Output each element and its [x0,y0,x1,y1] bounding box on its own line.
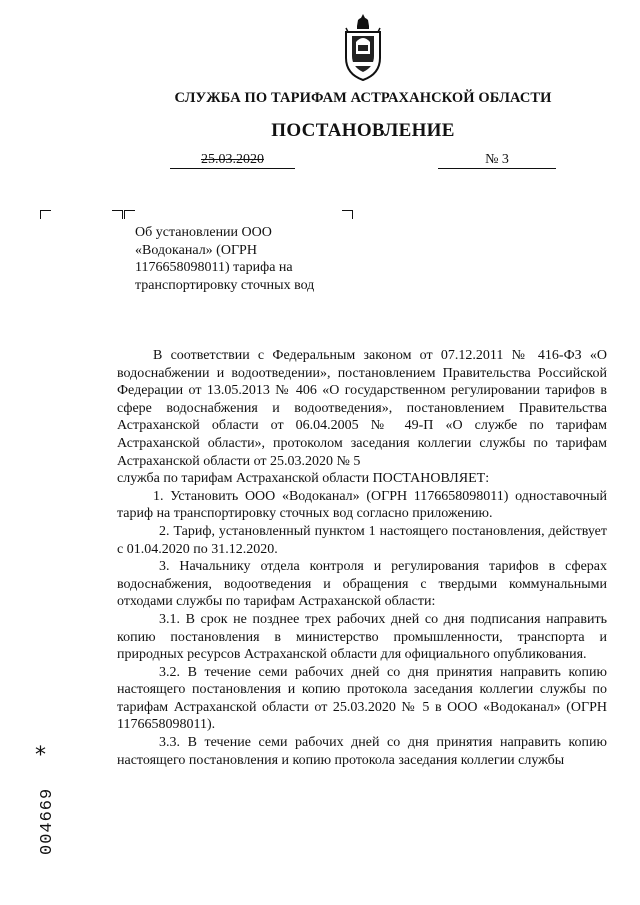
coat-of-arms-icon [338,12,388,82]
preamble-paragraph: В соответствии с Федеральным законом от 07.12.2011 № 416-ФЗ «О водоснабжении и водоотведении», постановлением Правительства Российской Федерации от 13.05.2013 № 406 «О государственном регулировании тарифов в сфере водоснабжения и водоотведения», постановлением Правительства Астраханской области от 06.04.2005 № 49-П «О службе по тарифам Астраханской области», протоколом заседания коллегии службы по тарифам Астраханской области от 25.03.2020 № 5 [117,348,607,469]
clause-3-2: 3.2. В течение семи рабочих дней со дня принятия направить копию настоящего постановления и копию протокола заседания коллегии службы по тарифам Астраханской области от 25.03.2020 № 5 в ООО «Водоканал» (ОГРН 1176658098011). [117,664,607,733]
resolution-statement: служба по тарифам Астраханской области ПОСТАНОВЛЯЕТ: [117,471,490,487]
agency-name: СЛУЖБА ПО ТАРИФАМ АСТРАХАНСКОЙ ОБЛАСТИ [174,90,552,106]
serial-mark: * [35,743,46,768]
subject-line: «Водоканал» (ОГРН [135,242,257,258]
clause-3: 3. Начальнику отдела контроля и регулирования тарифов в сферах водоснабжения, водоотведения и обращения с твердыми коммунальными отходами службы по тарифам Астраханской области: [117,559,607,610]
clause-3-1: 3.1. В срок не позднее трех рабочих дней со дня подписания направить копию постановления в министерство промышленности, транспорта и природных ресурсов Астраханской области для официального опубликования. [117,611,607,663]
clause-3-3: 3.3. В течение семи рабочих дней со дня принятия направить копию настоящего постановления и копию протокола заседания коллегии службы [117,735,607,768]
document-body [117,347,607,769]
margin-corner-mark [112,210,123,219]
document-date: 25.03.2020 [170,152,295,169]
clause-2: 2. Тариф, установленный пунктом 1 настоящего постановления, действует с 01.04.2020 по 31.12.2020. [117,523,607,557]
subject-corner-mark [342,210,353,219]
serial-number: 004669 [38,787,57,855]
clause-1: 1. Установить ООО «Водоканал» (ОГРН 1176658098011) одноставочный тариф на транспортировку сточных вод согласно приложению. [117,488,607,522]
margin-corner-mark [40,210,51,219]
subject-corner-mark [124,210,135,219]
subject-line: 1176658098011) тарифа на [135,260,293,276]
subject-line: Об установлении ООО [135,225,272,240]
document-type-title: ПОСТАНОВЛЕНИЕ [271,120,455,141]
document-subject [135,224,345,294]
subject-line: транспортировку сточных вод [135,277,315,293]
document-number: № 3 [438,152,556,169]
